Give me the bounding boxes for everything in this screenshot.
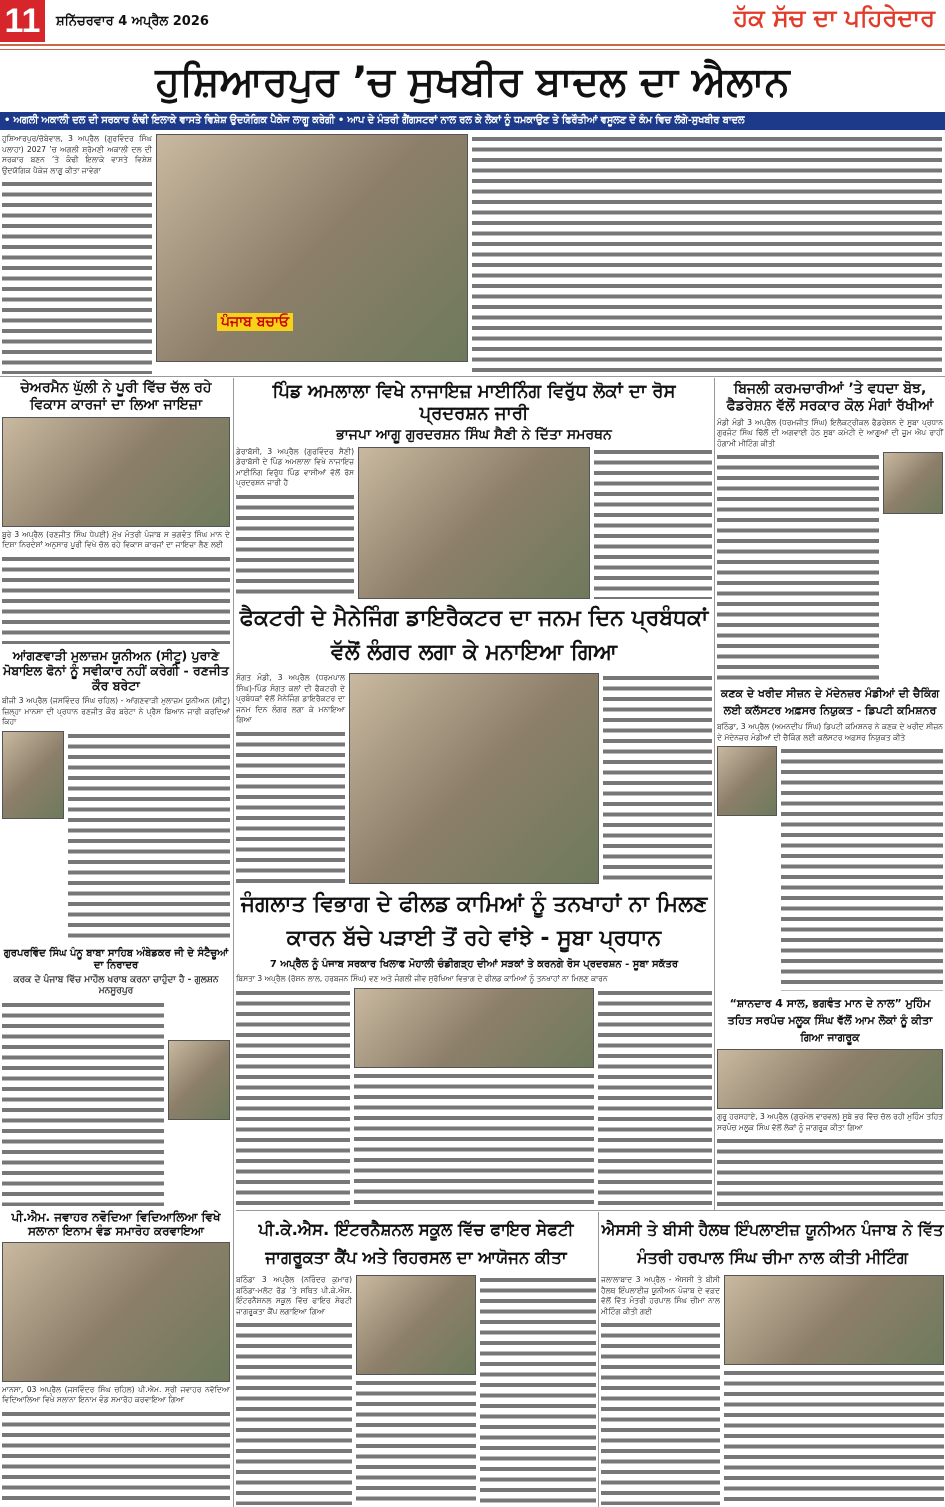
story-headline: ਕਣਕ ਦੇ ਖਰੀਦ ਸੀਜ਼ਨ ਦੇ ਮੱਦੇਨਜ਼ਰ ਮੰਡੀਆਂ ਦੀ ਚੈਕਿੰਗ ਲਈ ਕਲੱਸਟਰ ਅਫ਼ਸਰ ਨਿਯੁਕਤ - ਡਿਪਟੀ ਕਮਿਸ਼ਨਰ [720, 687, 940, 717]
story-body-cont [781, 746, 943, 991]
story-body-cont [480, 1275, 596, 1505]
story-photo [349, 673, 599, 884]
story-photo [356, 1275, 476, 1375]
story-body: ਬਿਸਤਾ 3 ਅਪ੍ਰੈਲ (ਰੋਸ਼ਨ ਲਾਲ, ਹਰਬਜਨ ਸਿੰਘ) ਵਣ ਅਤੇ ਜੰਗਲੀ ਜੀਵ ਸੁਰੱਖਿਆ ਵਿਭਾਗ ਦੇ ਫੀਲਡ ਕਾਮਿਆਂ ਨੂੰ ਤਨਖਾਹਾਂ ਨਾ ਮਿਲਣ ਕਾਰਨ [236, 974, 608, 983]
lead-left-column [2, 134, 152, 374]
story-body: ਬਠਿੰਡਾ, 3 ਅਪ੍ਰੈਲ (ਅਮਨਦੀਪ ਸਿੰਘ) ਡਿਪਟੀ ਕਮਿਸ਼ਨਰ ਨੇ ਕਣਕ ਦੇ ਖਰੀਦ ਸੀਜ਼ਨ ਦੇ ਮੱਦੇਨਜ਼ਰ ਮੰਡੀਆਂ ਦੀ ਚੈਕਿੰਗ ਲਈ ਕਲੱਸਟਰ ਅਫ਼ਸਰ ਨਿਯੁਕਤ ਕੀਤੇ [717, 722, 943, 742]
story-body-cont [603, 673, 712, 884]
story-headline: ਪੀ.ਕੇ.ਐਸ. ਇੰਟਰਨੈਸ਼ਨਲ ਸਕੂਲ ਵਿੱਚ ਫਾਇਰ ਸੇਫਟੀ ਜਾਗਰੂਕਤਾ ਕੈਂਪ ਅਤੇ ਰਿਹਰਸਲ ਦਾ ਆਯੋਜਨ ਕੀਤਾ [258, 1220, 574, 1267]
column-divider [233, 378, 234, 1507]
column-divider [714, 378, 715, 1210]
lead-body-filler [2, 179, 152, 374]
lead-headline: ਹੁਸ਼ਿਆਰਪੁਰ ’ਚ ਸੁਖਬੀਰ ਬਾਦਲ ਦਾ ਐਲਾਨ [155, 59, 790, 105]
story-body-cont [601, 1320, 720, 1505]
portrait-photo [883, 452, 943, 514]
photo-banner-text: ਪੰਜਾਬ ਬਚਾਓ [217, 313, 293, 331]
story-section [717, 995, 943, 1207]
lead-strap: • ਅਗਲੀ ਅਕਾਲੀ ਦਲ ਦੀ ਸਰਕਾਰ ਕੰਢੀ ਇਲਾਕੇ ਵਾਸਤੇ ਵਿਸ਼ੇਸ਼ ਉਦਯੋਗਿਕ ਪੈਕੇਜ ਲਾਗੂ ਕਰੇਗੀ • ਆਪ ਦੇ ਮੰਤਰੀ ਗੈਂਗਸਟਰਾਂ ਨਾਲ ਰਲ ਕੇ ਲੋਕਾਂ ਨੂੰ ਧਮਕਾਉਣ ਤੇ ਫਿਰੌਤੀਆਂ ਵਸੂਲਣ ਦੇ ਕੰਮ ਵਿਚ ਲੱਗੇ-ਸੁਖਬੀਰ ਬਾਦਲ [0, 112, 945, 130]
lead-body-right [472, 134, 942, 374]
story-headline: ਐਸਸੀ ਤੇ ਬੀਸੀ ਹੈਲਥ ਇੰਪਲਾਈਜ਼ ਯੂਨੀਅਨ ਪੰਜਾਬ ਨੇ ਵਿੱਤ ਮੰਤਰੀ ਹਰਪਾਲ ਸਿੰਘ ਚੀਮਾ ਨਾਲ ਕੀਤੀ ਮੀਟਿੰਗ [601, 1220, 944, 1267]
story-headline: ਪਿੰਡ ਅਮਲਾਲਾ ਵਿਖੇ ਨਾਜਾਇਜ਼ ਮਾਈਨਿੰਗ ਵਿਰੁੱਧ ਲੋਕਾਂ ਦਾ ਰੋਸ ਪ੍ਰਦਰਸ਼ਨ ਜਾਰੀ [272, 381, 676, 424]
story-body: ਬੂਰੇ 3 ਅਪ੍ਰੈਲ (ਰਣਜੀਤ ਸਿੰਘ ਧੇਪਈ) ਮੁੱਖ ਮੰਤਰੀ ਪੰਜਾਬ ਸ ਭਗਵੰਤ ਸਿੰਘ ਮਾਨ ਦੇ ਦਿਸ਼ਾ ਨਿਰਦੇਸ਼ਾਂ ਅਨੁਸਾਰ ਪੂਰੀ ਵਿਖੇ ਚੱਲ ਰਹੇ ਵਿਕਾਸ ਕਾਰਜਾਂ ਦਾ ਜਾਇਜ਼ਾ ਲੈਣ ਲਈ [2, 529, 230, 550]
story-body-cont [598, 988, 712, 1208]
story-section [717, 381, 943, 681]
story-body-cont [2, 1409, 230, 1505]
column-divider [598, 1212, 599, 1507]
story-photo [2, 1242, 230, 1382]
story-headline: ਜੰਗਲਾਤ ਵਿਭਾਗ ਦੇ ਫੀਲਡ ਕਾਮਿਆਂ ਨੂੰ ਤਨਖਾਹਾਂ ਨਾ ਮਿਲਣ ਕਾਰਨ ਬੱਚੇ ਪੜਾਈ ਤੋਂ ਰਹੇ ਵਾਂਝੇ - ਸੂਬਾ ਪ੍ਰਧਾਨ [240, 892, 708, 951]
story-body-cont [236, 729, 345, 885]
story-body [2, 1000, 164, 1206]
story-photo [717, 1049, 943, 1109]
story-body-cont [594, 447, 712, 599]
story-body-cont [717, 452, 879, 681]
portrait-photo [717, 746, 777, 816]
story-body: ਮੰਡੀ ਮੰਡੀ 3 ਅਪ੍ਰੈਲ (ਧਰਮਜੀਤ ਸਿੰਘ) ਇਲੈਕਟ੍ਰੀਕਲ ਫੈਡਰੇਸ਼ਨ ਦੇ ਸੂਬਾ ਪ੍ਰਧਾਨ ਗੁਰਜੰਟ ਸਿੰਘ ਢਿੱਲੋਂ ਦੀ ਅਗਵਾਈ ਹੇਠ ਸੂਬਾ ਕਮੇਟੀ ਦੇ ਆਗੂਆਂ ਦੀ ਜ਼ੂਮ ਐਪ ਰਾਹੀਂ ਹੰਗਾਮੀ ਮੀਟਿੰਗ ਕੀਤੀ [717, 417, 943, 448]
masthead-logo: ਹੱਕ ਸੱਚ ਦਾ ਪਹਿਰੇਦਾਰ [733, 4, 935, 32]
story-section [2, 648, 230, 944]
story-section [717, 685, 943, 991]
header-rule [0, 44, 945, 50]
story-section [2, 948, 230, 1206]
story-headline: ਫੈਕਟਰੀ ਦੇ ਮੈਨੇਜਿੰਗ ਡਾਇਰੈਕਟਰ ਦਾ ਜਨਮ ਦਿਨ ਪ੍ਰਬੰਧਕਾਂ ਵੱਲੋਂ ਲੰਗਰ ਲਗਾ ਕੇ ਮਨਾਇਆ ਗਿਆ [239, 606, 709, 665]
story-body-cont [354, 1071, 594, 1208]
portrait-photo [2, 731, 64, 819]
lead-body-left: ਹੁਸ਼ਿਆਰਪੁਰ/ਚੱਬੇਵਾਲ, 3 ਅਪ੍ਰੈਲ (ਗੁਰਵਿੰਦਰ ਸਿੰਘ ਪਲਾਹਾ) 2027 ’ਚ ਅਗਲੀ ਸ਼੍ਰੋਮਣੀ ਅਕਾਲੀ ਦਲ ਦੀ ਸਰਕਾਰ ਬਣਨ ’ਤੇ ਕੰਢੀ ਇਲਾਕੇ ਵਾਸਤੇ ਵਿਸ਼ੇਸ਼ ਉਦਯੋਗਿਕ ਪੈਕੇਜ ਲਾਗੂ ਕੀਤਾ ਜਾਵੇਗਾ [2, 134, 152, 175]
story-body: ਸੰਗਤ ਮੰਡੀ, 3 ਅਪ੍ਰੈਲ (ਧਰਮਪਾਲ ਸਿੰਘ)-ਪਿੰਡ ਸੰਗਤ ਕਲਾਂ ਦੀ ਫੈਕਟਰੀ ਦੇ ਪ੍ਰਬੰਧਕਾਂ ਵੱਲੋਂ ਮੈਨੇਜਿੰਗ ਡਾਇਰੈਕਟਰ ਦਾ ਜਨਮ ਦਿਨ ਲੰਗਰ ਲਗਾ ਕੇ ਮਨਾਇਆ ਗਿਆ [236, 673, 345, 724]
story-subhead: ਕਰਕ ਦੇ ਪੰਜਾਬ ਵਿੱਚ ਮਾਹੌਲ ਖਰਾਬ ਕਰਨਾ ਚਾਹੁੰਦਾ ਹੈ - ਗੁਲਸ਼ਨ ਮਨਸੂਰਪੁਰ [13, 975, 219, 996]
divider [0, 376, 945, 377]
story-body-cont [68, 731, 230, 945]
story-body-cont [236, 1320, 352, 1505]
story-section [2, 1210, 230, 1505]
story-headline: ਪੀ.ਐਮ. ਜਵਾਹਰ ਨਵੋਦਿਆ ਵਿਦਿਆਲਿਆ ਵਿਖੇ ਸਲਾਨਾ ਇਨਾਮ ਵੰਡ ਸਮਾਰੋਹ ਕਰਵਾਇਆ [11, 1210, 221, 1239]
story-subhead: 7 ਅਪ੍ਰੈਲ ਨੂੰ ਪੰਜਾਬ ਸਰਕਾਰ ਖਿਲਾਫ ਮੋਹਾਲੀ ਚੰਡੀਗੜ੍ਹ ਦੀਆਂ ਸੜਕਾਂ ਤੇ ਕਰਨਗੇ ਰੋਸ ਪ੍ਰਦਰਸ਼ਨ - ਸੂਬਾ ਸਕੱਤਰ [269, 959, 679, 970]
story-body: ਜਲਾਲਾਬਾਦ 3 ਅਪ੍ਰੈਲ - ਐਸਸੀ ਤੇ ਬੀਸੀ ਹੈਲਥ ਇੰਪਲਾਈਜ਼ ਯੂਨੀਅਨ ਪੰਜਾਬ ਦੇ ਵਫ਼ਦ ਵੱਲੋਂ ਵਿੱਤ ਮੰਤਰੀ ਹਰਪਾਲ ਸਿੰਘ ਚੀਮਾ ਨਾਲ ਮੀਟਿੰਗ ਕੀਤੀ ਗਈ [601, 1275, 720, 1316]
story-subhead: ਭਾਜਪਾ ਆਗੂ ਗੁਰਦਰਸ਼ਨ ਸਿੰਘ ਸੈਣੀ ਨੇ ਦਿੱਤਾ ਸਮਰਥਨ [336, 427, 612, 444]
portrait-photo [168, 1040, 230, 1120]
story-body-cont [236, 492, 354, 599]
story-headline: ਗੁਰਪਰਵਿੰਦ ਸਿੰਘ ਪੰਨੂ ਬਾਬਾ ਸਾਹਿਬ ਅੰਬੇਡਕਰ ਜੀ ਦੇ ਸੰਟੈਚੂਆਂ ਦਾ ਨਿਰਾਦਰ [3, 948, 229, 971]
story-section [2, 380, 230, 644]
story-body-cont [356, 1378, 476, 1505]
divider [236, 1210, 945, 1211]
story-section [236, 888, 712, 1207]
story-body: ਡੇਰਾਬੱਸੀ, 3 ਅਪ੍ਰੈਲ (ਗੁਰਵਿੰਦਰ ਸੈਣੀ) ਡੇਰਾਬੱਸੀ ਦੇ ਪਿੰਡ ਅਮਲਾਲਾ ਵਿਖੇ ਨਾਜਾਇਜ਼ ਮਾਈਨਿੰਗ ਵਿਰੁੱਧ ਪਿੰਡ ਵਾਸੀਆਂ ਵੱਲੋਂ ਰੋਸ ਪ੍ਰਦਰਸ਼ਨ ਜਾਰੀ ਹੈ [236, 446, 354, 488]
story-body-cont [724, 1368, 944, 1505]
story-headline: ਬਿਜਲੀ ਕਰਮਚਾਰੀਆਂ ’ਤੇ ਵਧਦਾ ਬੋਝ, ਫੈਡਰੇਸ਼ਨ ਵੱਲੋਂ ਸਰਕਾਰ ਕੋਲ ਮੰਗਾਂ ਰੱਖੀਆਂ [726, 381, 934, 414]
story-headline: ਆਂਗਣਵਾੜੀ ਮੁਲਾਜ਼ਮ ਯੂਨੀਅਨ (ਸੀਟੂ) ਪੁਰਾਣੇ ਮੋਬਾਇਲ ਫੋਨਾਂ ਨੂੰ ਸਵੀਕਾਰ ਨਹੀਂ ਕਰੇਗੀ - ਰਣਜੀਤ ਕੌਰ ਬਰੇਟਾ [3, 648, 229, 693]
story-section [236, 381, 712, 599]
story-section [236, 1216, 596, 1505]
story-body-cont [717, 1136, 943, 1207]
issue-date: ਸ਼ਨਿੱਚਰਵਾਰ 4 ਅਪ੍ਰੈਲ 2026 [56, 14, 209, 29]
story-body: ਬਠਿੰਡਾ 3 ਅਪ੍ਰੈਲ (ਨਰਿੰਦਰ ਕੁਮਾਰ) ਬਠਿੰਡਾ-ਮਲੋਟ ਰੋਡ ’ਤੇ ਸਥਿਤ ਪੀ.ਕੇ.ਐਸ. ਇੰਟਰਨੈਸ਼ਨਲ ਸਕੂਲ ਵਿੱਚ ਫਾਇਰ ਸੇਫਟੀ ਜਾਗਰੂਕਤਾ ਕੈਂਪ ਲਗਾਇਆ ਗਿਆ [236, 1275, 352, 1316]
story-section [236, 602, 712, 884]
story-headline: ਚੇਅਰਮੈਨ ਘੁੱਲੀ ਨੇ ਪੂਰੀ ਵਿੱਚ ਚੱਲ ਰਹੇ ਵਿਕਾਸ ਕਾਰਜਾਂ ਦਾ ਲਿਆ ਜਾਇਜ਼ਾ [20, 380, 212, 413]
lead-photo [156, 134, 468, 362]
story-section [601, 1216, 944, 1505]
story-headline: “ਸ਼ਾਨਦਾਰ 4 ਸਾਲ, ਭਗਵੰਤ ਮਾਨ ਦੇ ਨਾਲ” ਮੁਹਿੰਮ ਤਹਿਤ ਸਰਪੰਚ ਮਲੂਕ ਸਿੰਘ ਵੱਲੋਂ ਆਮ ਲੋਕਾਂ ਨੂੰ ਕੀਤਾ ਗਿਆ ਜਾਗਰੂਕ [727, 997, 933, 1044]
story-photo [2, 417, 230, 527]
story-body-cont [2, 554, 230, 644]
story-body-cont [236, 988, 350, 1208]
story-photo [724, 1275, 944, 1365]
story-photo [354, 988, 594, 1068]
story-photo [358, 447, 590, 599]
story-body: ਬੀਜੀ 3 ਅਪ੍ਰੈਲ (ਜਸਵਿੰਦਰ ਸਿੰਘ ਚਹਿਲ) - ਆਂਗਣਵਾੜੀ ਮੁਲਾਜ਼ਮ ਯੂਨੀਅਨ (ਸੀਟੂ) ਜ਼ਿਲ੍ਹਾ ਮਾਨਸਾ ਦੀ ਪ੍ਰਧਾਨ ਰਣਜੀਤ ਕੌਰ ਬਰੇਟਾ ਨੇ ਪ੍ਰੈਸ ਬਿਆਨ ਜਾਰੀ ਕਰਦਿਆਂ ਕਿਹਾ [2, 696, 230, 726]
story-body: ਮਾਨਸਾ, 03 ਅਪ੍ਰੈਲ (ਜਸਵਿੰਦਰ ਸਿੰਘ ਚਹਿਲ) ਪੀ.ਐਮ. ਸ੍ਰੀ ਜਵਾਹਰ ਨਵੋਦਿਆ ਵਿਦਿਆਲਿਆ ਵਿਖੇ ਸਲਾਨਾ ਇਨਾਮ ਵੰਡ ਸਮਾਰੋਹ ਕਰਵਾਇਆ ਗਿਆ [2, 1384, 230, 1405]
page-number: 11 [0, 0, 45, 42]
story-body: ਗੁਰੂ ਹਰਸਹਾਏ, 3 ਅਪ੍ਰੈਲ (ਗੁਰਮੇਲ ਵਾਰਵਲ) ਸੂਬੇ ਭਰ ਵਿੱਚ ਚੱਲ ਰਹੀ ਮੁਹਿੰਮ ਤਹਿਤ ਸਰਪੰਚ ਮਲੂਕ ਸਿੰਘ ਵੱਲੋਂ ਲੋਕਾਂ ਨੂੰ ਜਾਗਰੂਕ ਕੀਤਾ ਗਿਆ [717, 1112, 943, 1132]
